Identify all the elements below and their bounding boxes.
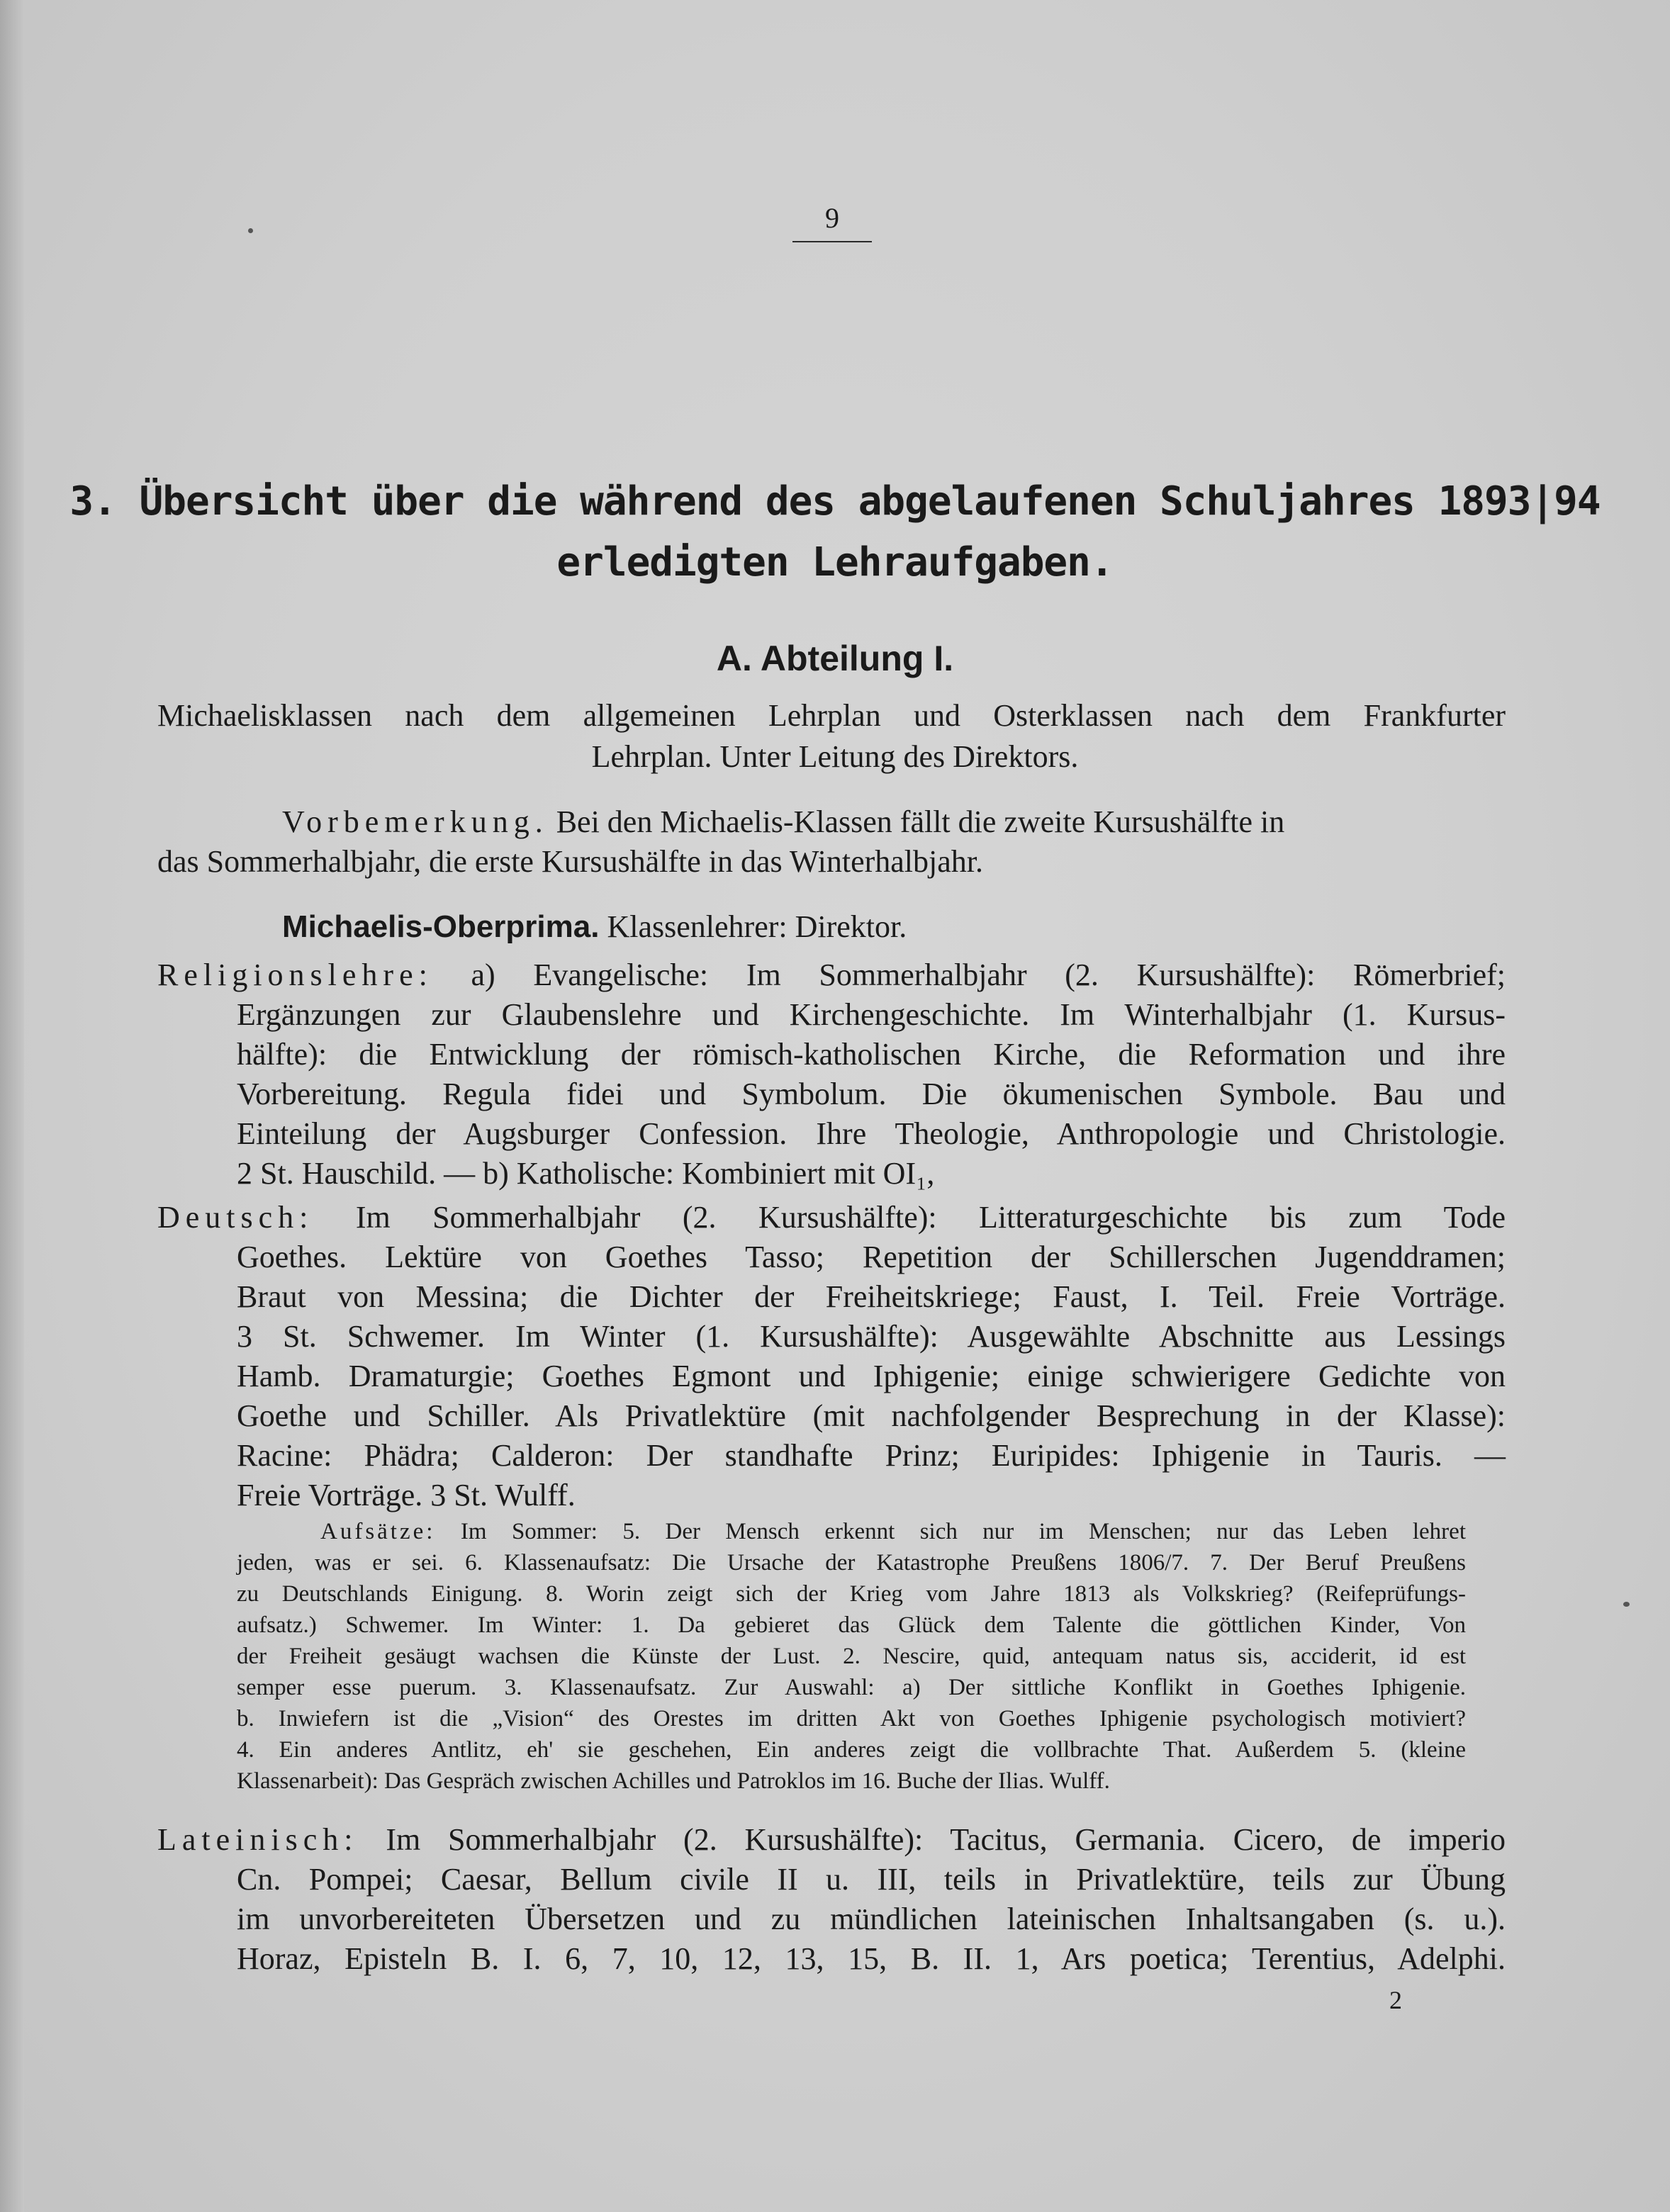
deutsch-line-1 (157, 1198, 1506, 1237)
page-number-rule (792, 241, 872, 242)
deutsch-line: Hamb. Dramaturgie; Goethes Egmont und Iphigenie; einige schwierigere Gedichte von (237, 1359, 1506, 1393)
signature-mark: 2 (1389, 1986, 1402, 2014)
aufsaetze-line: jeden, was er sei. 6. Klassenaufsatz: Die Ursache der Katastrophe Preußens 1806/7. 7. Der Beruf Preußens (237, 1550, 1466, 1576)
deutsch-line: Goethe und Schiller. Als Privatlektüre (mit nachfolgender Besprechung in der Klasse): (237, 1398, 1506, 1433)
section-title: A. Abteilung I. (716, 639, 954, 678)
aufsaetze-line: semper esse puerum. 3. Klassenaufsatz. Zur Auswahl: a) Der sittliche Konflikt in Goethes Iphigenie. (237, 1675, 1466, 1700)
aufsaetze-line: b. Inwiefern ist die „Vision“ des Orestes im dritten Akt von Goethes Iphigenie psychologisch motiviert? (237, 1706, 1466, 1731)
aufsaetze-line: Klassenarbeit): Das Gespräch zwischen Achilles und Patroklos im 16. Buche der Ilias. Wulff. (237, 1768, 1110, 1794)
religion-line: hälfte): die Entwicklung der römisch-katholischen Kirche, die Reformation und ihre (237, 1037, 1506, 1072)
latein-text: Im Sommerhalbjahr (2. Kursushälfte): Tacitus, Germania. Cicero, de imperio (386, 1822, 1506, 1857)
vorbemerkung-label: Vorbemerkung. (282, 804, 549, 839)
intro-line-1: Michaelisklassen nach dem allgemeinen Lehrplan und Osterklassen nach dem Frankfurter (157, 698, 1506, 733)
latein-line: Cn. Pompei; Caesar, Bellum civile II u. III, teils in Privatlektüre, teils zur Übung (237, 1862, 1506, 1897)
deutsch-line: 3 St. Schwemer. Im Winter (1. Kursushälfte): Ausgewählte Abschnitte aus Lessings (237, 1319, 1506, 1354)
class-heading (282, 907, 907, 947)
latein-line: im unvorbereiteten Übersetzen und zu mündlichen lateinischen Inhaltsangaben (s. u.). (237, 1902, 1506, 1936)
deutsch-line: Goethes. Lektüre von Goethes Tasso; Repetition der Schillerschen Jugenddramen; (237, 1240, 1506, 1274)
religion-text: a) Evangelische: Im Sommerhalbjahr (2. Kursushälfte): Römerbrief; (471, 958, 1506, 992)
religion-line: Einteilung der Augsburger Confession. Ihre Theologie, Anthropologie und Christologie. (237, 1116, 1506, 1151)
heading-line-1: 3. Übersicht über die während des abgelaufenen Schuljahres 1893|94 (69, 478, 1601, 524)
vorbemerkung-line-2: das Sommerhalbjahr, die erste Kursushälfte in das Winterhalbjahr. (157, 844, 984, 879)
page-number: 9 (825, 202, 839, 234)
deutsch-line: Racine: Phädra; Calderon: Der standhafte Prinz; Euripides: Iphigenie in Tauris. — (237, 1438, 1506, 1473)
aufsaetze-line: aufsatz.) Schwemer. Im Winter: 1. Da gebieret das Glück dem Talente die göttlichen Kinder, Von (237, 1612, 1466, 1638)
class-name: Michaelis-Oberprima. (282, 909, 600, 944)
deutsch-line: Braut von Messina; die Dichter der Freiheitskriege; Faust, I. Teil. Freie Vorträge. (237, 1279, 1506, 1314)
religion-line: Vorbereitung. Regula fidei und Symbolum. Die ökumenischen Symbole. Bau und (237, 1077, 1506, 1111)
religion-line-1 (157, 955, 1506, 995)
vorbemerkung-line-1 (282, 802, 1506, 842)
aufsaetze-label: Aufsätze: (320, 1519, 436, 1544)
deutsch-line: Freie Vorträge. 3 St. Wulff. (237, 1478, 576, 1512)
aufsaetze-line: der Freiheit gesäugt wachsen die Künste der Lust. 2. Nescire, quid, antequam natus sis, acciderit, id est (237, 1644, 1466, 1669)
deutsch-label: Deutsch: (157, 1200, 314, 1235)
religion-line: Ergänzungen zur Glaubenslehre und Kirchengeschichte. Im Winterhalbjahr (1. Kursus- (237, 997, 1506, 1032)
latein-line-1 (157, 1820, 1506, 1860)
intro-line-2: Lehrplan. Unter Leitung des Direktors. (591, 739, 1079, 774)
page-binding-edge (0, 0, 24, 2212)
dust-speck (1623, 1602, 1630, 1607)
deutsch-text: Im Sommerhalbjahr (2. Kursushälfte): Litteraturgeschichte bis zum Tode (355, 1200, 1506, 1235)
class-teacher: Klassenlehrer: Direktor. (607, 909, 907, 944)
aufsaetze-text: Im Sommer: 5. Der Mensch erkennt sich nur im Menschen; nur das Leben lehret (460, 1519, 1466, 1544)
dust-speck (248, 228, 253, 233)
heading-line-2: erledigten Lehraufgaben. (556, 539, 1114, 585)
latein-line: Horaz, Episteln B. I. 6, 7, 10, 12, 13, 15, B. II. 1, Ars poetica; Terentius, Adelphi. (237, 1941, 1506, 1976)
aufsaetze-line: zu Deutschlands Einigung. 8. Worin zeigt sich der Krieg vom Jahre 1813 als Volkskrieg? (Reifeprüfungs- (237, 1581, 1466, 1607)
vorbemerkung-text: Bei den Michaelis-Klassen fällt die zweite Kursushälfte in (556, 804, 1285, 839)
latein-label: Lateinisch: (157, 1822, 359, 1857)
aufsaetze-line-1 (320, 1517, 1466, 1546)
religion-label: Religionslehre: (157, 958, 433, 992)
religion-line: 2 St. Hauschild. — b) Katholische: Kombiniert mit OI₁, (237, 1156, 935, 1191)
aufsaetze-line: 4. Ein anderes Antlitz, eh' sie geschehen, Ein anderes zeigt die vollbrachte That. Außerdem 5. (kleine (237, 1737, 1466, 1763)
